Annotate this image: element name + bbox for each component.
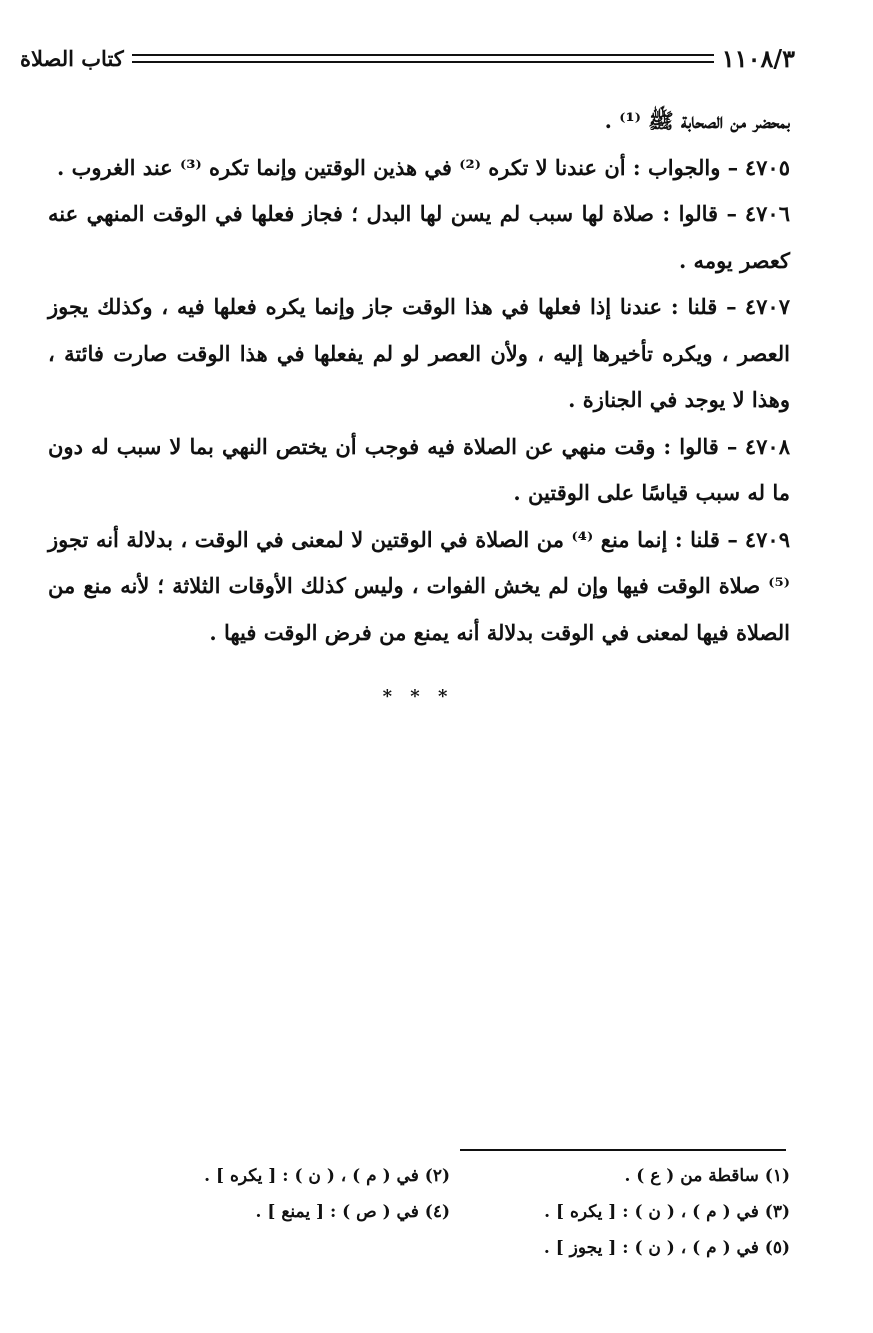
footnote-1: (١) ساقطة من ( ع ) . xyxy=(624,1166,790,1186)
paragraph-number: ٤٧٠٨ xyxy=(744,433,790,459)
book-title: كتاب الصلاة xyxy=(20,45,124,71)
paragraph-text: – قلنا : إنما منع ⁽⁴⁾ من الصلاة في الوقتين لا لمعنى في الوقت ، بدلالة أنه تجوز ⁽⁵⁾ صلاة الوقت فيها وإن لم يخش الفوات ، وليس كذلك الأوقات الثلاثة ؛ لأنه منع من الصلاة فيها لمعنى في الوقت بدلالة أنه يمنع من فرض الوقت فيها . xyxy=(48,526,790,645)
paragraph-text: – قلنا : عندنا إذا فعلها في هذا الوقت جاز وإنما يكره فعلها فيه ، وكذلك يجوز العصر ، ويكره تأخيرها إليه ، ولأن العصر لو لم يفعلها في هذا الوقت صارت فائتة ، وهذا لا يوجد في الجنازة . xyxy=(48,294,790,412)
paragraph-text: – قالوا : وقت منهي عن الصلاة فيه فوجب أن يختص النهي بما لا سبب له دون ما له سبب قياسًا على الوقتين . xyxy=(48,433,790,505)
footnotes xyxy=(80,1158,790,1266)
paragraph-text: بمحضر من الصحابة ﷺ ⁽¹⁾ . xyxy=(604,108,790,133)
paragraph-text: – قالوا : صلاة لها سبب لم يسن لها البدل ؛ فجاز فعلها في الوقت المنهي عنه كعصر يومه . xyxy=(48,201,790,273)
footnote-row xyxy=(80,1230,790,1266)
footnote-5: (٥) في ( م ) ، ( ن ) : [ يجوز ] . xyxy=(543,1238,790,1258)
footnote-rule xyxy=(460,1149,786,1151)
section-separator: * * * xyxy=(382,686,454,707)
paragraph-4708 xyxy=(48,424,790,517)
paragraph-number: ٤٧٠٥ xyxy=(744,154,790,180)
page-number: ١١٠٨/٣ xyxy=(721,43,795,73)
paragraph-continuation xyxy=(48,98,790,145)
paragraph-number: ٤٧٠٧ xyxy=(744,294,790,319)
footnote-2: (٢) في ( م ) ، ( ن ) : [ يكره ] . xyxy=(204,1166,450,1186)
paragraph-number: ٤٧٠٦ xyxy=(744,201,790,226)
footnote-row xyxy=(80,1194,790,1230)
header-double-rule xyxy=(132,54,714,63)
paragraph-text: – والجواب : أن عندنا لا تكره ⁽²⁾ في هذين الوقتين وإنما تكره ⁽³⁾ عند الغروب . xyxy=(57,154,739,180)
paragraph-4707 xyxy=(48,284,790,424)
paragraph-4705 xyxy=(48,145,790,192)
main-text xyxy=(48,98,790,656)
footnote-row xyxy=(80,1158,790,1194)
footnote-4: (٤) في ( ص ) : [ يمنع ] . xyxy=(255,1202,450,1222)
paragraph-4706 xyxy=(48,191,790,284)
paragraph-4709 xyxy=(48,517,790,657)
footnote-3: (٣) في ( م ) ، ( ن ) : [ يكره ] . xyxy=(544,1202,790,1222)
paragraph-number: ٤٧٠٩ xyxy=(744,526,790,552)
running-header xyxy=(20,40,795,76)
